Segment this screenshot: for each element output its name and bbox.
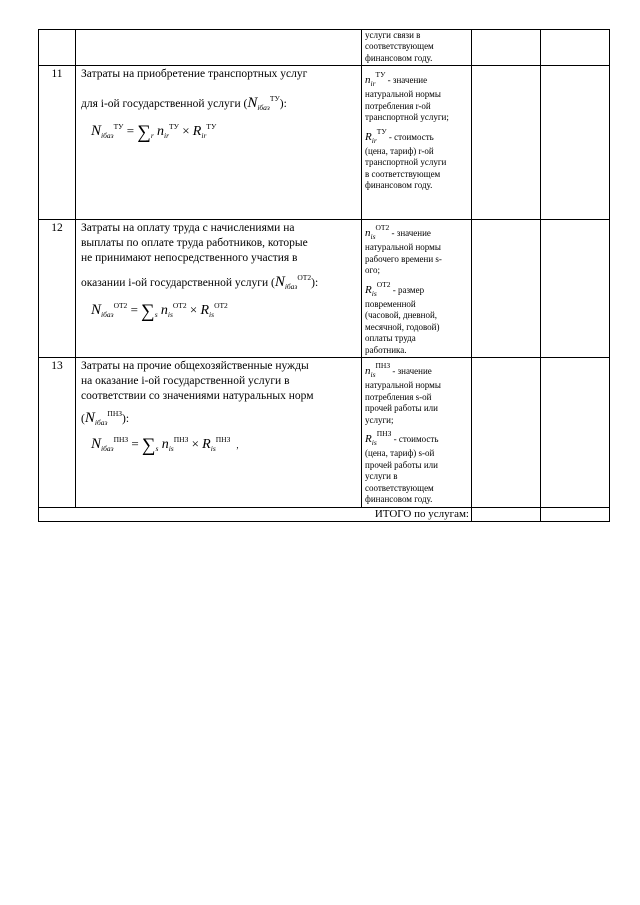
note-symbol-sup: ПНЗ — [376, 429, 392, 439]
note-line: в соответствующем — [365, 168, 441, 179]
note-symbol-sub: is — [370, 232, 376, 241]
symbol-subscript: iбаз — [257, 103, 270, 112]
description-close: ): — [279, 98, 287, 110]
value-cell — [472, 358, 541, 508]
note-symbol-sup: ОТ2 — [376, 279, 391, 289]
note-symbol-line — [365, 126, 468, 146]
formula-eq: = — [130, 302, 138, 317]
note-line: повременной — [365, 299, 416, 310]
note-symbol-sub: is — [371, 288, 377, 298]
formula-sub: iбаз — [101, 444, 114, 453]
note-line: прочей работы или — [365, 403, 438, 414]
note-symbol-line — [365, 279, 468, 299]
note-symbol: R — [365, 130, 372, 143]
note-line: рабочего времени s- — [365, 253, 442, 264]
note-symbol-sup: ПНЗ — [375, 361, 391, 370]
table-row — [39, 358, 610, 508]
formula-sub: ir — [201, 131, 207, 140]
row-description — [76, 220, 362, 358]
row-number: 12 — [39, 220, 76, 358]
value-cell — [472, 66, 541, 220]
note-symbol-line — [365, 428, 468, 448]
value-cell — [541, 358, 610, 508]
description-line: Затраты на прочие общехозяйственные нужды — [81, 360, 309, 372]
note-symbol: n — [365, 74, 371, 86]
formula-sup: ТУ — [169, 122, 179, 131]
formula-n: n — [160, 303, 168, 318]
note-line: (часовой, дневной, — [365, 310, 438, 321]
value-cell — [541, 30, 610, 66]
note-line: ого; — [365, 265, 380, 276]
note-line: финансовом году. — [365, 180, 433, 191]
formula-sum: ∑ — [142, 435, 156, 456]
row-number — [39, 30, 76, 66]
note-line: работника. — [365, 344, 407, 355]
symbol-N: N — [84, 410, 95, 426]
formula-sub: is — [210, 444, 216, 453]
note-symbol-line — [365, 360, 468, 380]
row-notes — [362, 66, 472, 220]
formula-sup: ОТ2 — [214, 301, 228, 310]
value-cell — [541, 220, 610, 358]
formula-sup: ПНЗ — [113, 435, 129, 444]
symbol-subscript: iбаз — [94, 418, 108, 427]
formula-lhs: N — [91, 436, 102, 452]
formula-sum: ∑ — [141, 301, 155, 322]
note-line: натуральной нормы — [365, 242, 441, 253]
note-symbol-sub: ir — [370, 79, 376, 88]
formula-times: × — [189, 302, 198, 317]
row-number: 13 — [39, 358, 76, 508]
note-line: - размер — [392, 284, 425, 295]
description-line — [81, 406, 357, 430]
note-line: соответствующем — [365, 482, 434, 493]
note-line: - значение — [392, 366, 432, 376]
note-line: месячной, годовой) — [365, 321, 440, 332]
symbol-superscript: ОТ2 — [297, 273, 312, 282]
value-cell — [472, 30, 541, 66]
row-notes — [362, 30, 472, 66]
formula-R: R — [200, 303, 210, 318]
note-line: натуральной нормы — [365, 380, 441, 391]
formula-n: n — [161, 437, 169, 452]
description-line: Затраты на оплату труда с начислениями на — [81, 222, 295, 234]
note-line: - стоимость — [388, 131, 434, 142]
formula — [91, 298, 357, 322]
formula-sup: ПНЗ — [173, 435, 189, 444]
formula-tail: , — [236, 440, 239, 450]
note-line: транспортной услуги — [365, 157, 447, 168]
row-description — [76, 358, 362, 508]
note-line: прочей работы или — [365, 459, 438, 470]
description-line: на оказание i-ой государственной услуги в — [81, 375, 290, 387]
formula-sup: ТУ — [113, 122, 124, 131]
row-number: 11 — [39, 66, 76, 220]
description-line — [81, 270, 357, 294]
note-line: натуральной нормы — [365, 89, 441, 100]
note-symbol-line — [365, 69, 468, 89]
note-symbol: R — [365, 283, 372, 296]
formula-sub: iбаз — [101, 131, 114, 140]
row-description — [76, 30, 362, 66]
formula — [91, 432, 357, 456]
note-symbol: n — [365, 227, 371, 239]
total-value-cell — [541, 508, 610, 522]
cost-table — [38, 29, 610, 522]
formula-sub: s — [154, 310, 158, 319]
formula-sub: is — [209, 310, 215, 319]
symbol-N: N — [247, 95, 258, 111]
description-close: ): — [122, 413, 130, 425]
note-line: услуги связи в — [365, 30, 421, 40]
formula-sub: is — [168, 444, 174, 453]
note-symbol-sup: ТУ — [376, 126, 387, 136]
formula-times: × — [182, 123, 190, 138]
note-line: (цена, тариф) s-ой — [365, 448, 435, 459]
note-line: потребления s-ой — [365, 391, 432, 402]
note-line: услуги в — [365, 471, 398, 482]
note-line: потребления r-ой — [365, 100, 431, 111]
table-row — [39, 220, 610, 358]
formula-sub: ir — [164, 131, 170, 140]
table-row — [39, 66, 610, 220]
note-symbol-sub: is — [371, 438, 377, 448]
symbol-subscript: iбаз — [284, 282, 298, 291]
note-line: финансовом году. — [365, 52, 433, 63]
total-label: ИТОГО по услугам: — [39, 508, 472, 522]
formula-times: × — [191, 436, 199, 451]
formula-R: R — [192, 124, 202, 139]
note-line: соответствующем — [365, 41, 434, 52]
note-symbol-sub: ir — [371, 135, 377, 145]
formula-eq: = — [131, 436, 139, 451]
formula-lhs: N — [91, 123, 102, 139]
formula-sup: ТУ — [206, 122, 217, 131]
note-symbol-sup: ОТ2 — [375, 223, 390, 232]
formula-sup: ПНЗ — [215, 435, 231, 444]
note-symbol-sub: is — [370, 370, 376, 379]
description-line: Затраты на приобретение транспортных услуг — [81, 68, 308, 80]
note-line: финансовом году. — [365, 494, 433, 505]
description-text: оказании i-ой государственной услуги ( — [81, 277, 275, 289]
description-line: выплаты по оплате труда работников, которые — [81, 237, 308, 249]
formula-sub: r — [150, 131, 154, 140]
note-line: услуги; — [365, 414, 394, 425]
symbol-N: N — [274, 274, 285, 290]
formula-R: R — [202, 437, 211, 452]
note-line: транспортной услуги; — [365, 112, 449, 123]
note-symbol-line — [365, 222, 468, 242]
description-text: ( — [81, 413, 85, 425]
description-line: не принимают непосредственного участия в — [81, 252, 298, 264]
symbol-superscript: ПНЗ — [107, 409, 122, 418]
row-description — [76, 66, 362, 220]
row-notes — [362, 220, 472, 358]
description-close: ): — [311, 277, 319, 289]
formula-sub: s — [155, 444, 159, 453]
total-row — [39, 508, 610, 522]
formula-sup: ОТ2 — [113, 301, 128, 310]
formula-n: n — [157, 124, 165, 139]
total-value-cell — [472, 508, 541, 522]
note-line: (цена, тариф) r-ой — [365, 146, 434, 157]
formula-sub: is — [167, 310, 173, 319]
value-cell — [472, 220, 541, 358]
formula-sum: ∑ — [137, 122, 151, 143]
note-line: - значение — [391, 228, 431, 238]
row-notes — [362, 358, 472, 508]
note-line: - стоимость — [393, 434, 439, 445]
note-symbol-sup: ТУ — [375, 70, 386, 79]
description-text: для i-ой государственной услуги ( — [81, 98, 248, 110]
formula-eq: = — [126, 123, 135, 138]
formula-sub: iбаз — [101, 310, 114, 319]
formula-lhs: N — [91, 302, 102, 318]
table-row — [39, 30, 610, 66]
symbol-superscript: ТУ — [269, 94, 280, 103]
note-symbol: R — [365, 433, 372, 446]
formula — [91, 119, 357, 143]
note-line: - значение — [387, 75, 428, 85]
note-line: оплаты труда — [365, 333, 416, 344]
formula-sup: ОТ2 — [172, 301, 187, 310]
description-line: соответствии со значениями натуральных норм — [81, 390, 314, 402]
value-cell — [541, 66, 610, 220]
note-symbol: n — [365, 365, 371, 377]
description-line — [81, 91, 357, 115]
